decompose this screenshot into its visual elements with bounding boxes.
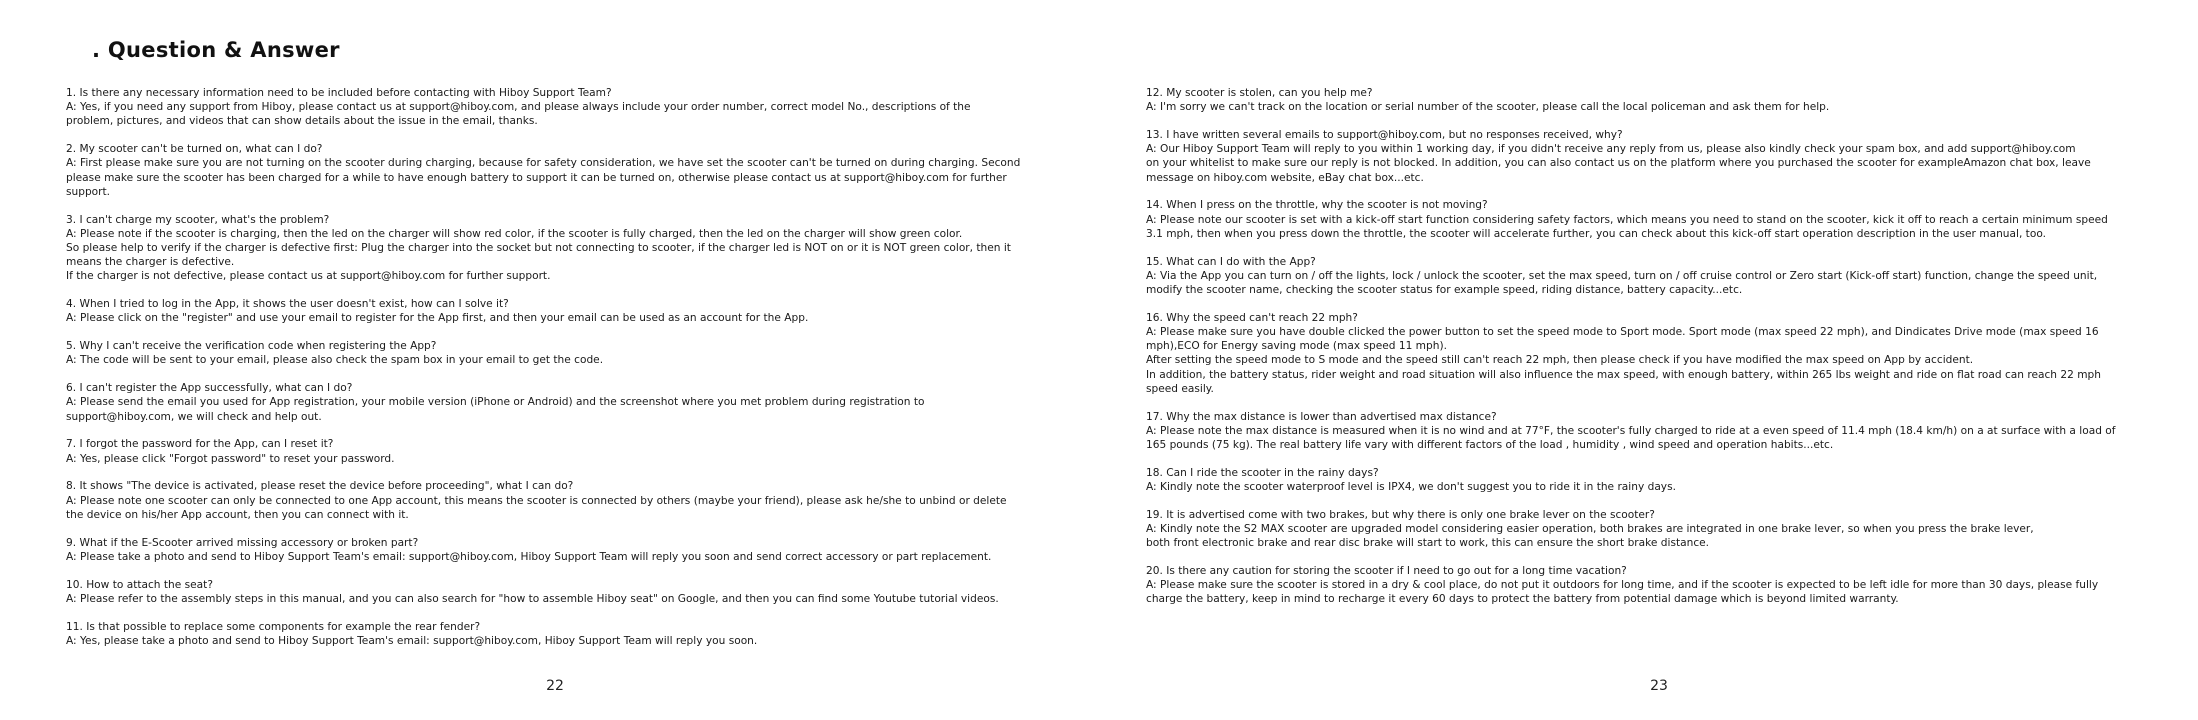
qa-item [66, 142, 1046, 199]
answer-text: A: First please make sure you are not turning on the scooter during charging, because for safety consideration, we have set the scooter can't be turned on during charging. Second please make sure the scooter has been charged for a while to have enough battery to support it can be turned on, otherwise please contact us at support@hiboy.com for further support. [66, 157, 1021, 198]
qa-list-right [1146, 86, 2146, 620]
answer-text: A: Kindly note the S2 MAX scooter are upgraded model considering easier operation, both brakes are integrated in one brake lever, so when you press the brake lever, both front electronic brake and rear disc brake will start to work, this can ensure the short brake distance. [1146, 523, 2034, 550]
qa-item [66, 213, 1046, 284]
answer-text: A: Yes, please take a photo and send to Hiboy Support Team's email: support@hiboy.com, Hiboy Support Team will reply you soon. [66, 634, 758, 647]
page-number-right: 23 [1650, 678, 1668, 694]
qa-list-left [66, 86, 1046, 662]
question-text: 10. How to attach the seat? [66, 578, 213, 591]
qa-item [1146, 255, 2146, 298]
question-text: 15. What can I do with the App? [1146, 255, 1316, 268]
page-title: . Question & Answer [92, 38, 340, 62]
page-number-left: 22 [546, 678, 564, 694]
question-text: 16. Why the speed can't reach 22 mph? [1146, 311, 1358, 324]
answer-text: A: Via the App you can turn on / off the lights, lock / unlock the scooter, set the max speed, turn on / off cruise control or Zero start (Kick-off start) function, change the speed unit, modify the scooter name, checking the scooter status for example speed, riding distance, battery capacity...etc. [1146, 269, 2098, 297]
answer-text: A: Please click on the "register" and use your email to register for the App first, and then your email can be used as an account for the App. [66, 312, 809, 325]
qa-item [66, 536, 1046, 564]
answer-text: A: Please note the max distance is measured when it is no wind and at 77°F, the scooter's fully charged to ride at a even speed of 11.4 mph (18.4 km/h) on a at surface with a load of 165 pounds (75 kg). The real battery life vary with different factors of the load , humidity , wind speed and operation habits...etc. [1146, 424, 2116, 452]
qa-item [1146, 311, 2146, 396]
answer-text: A: Please note our scooter is set with a kick-off start function considering safety factors, which means you need to stand on the scooter, kick it off to reach a certain minimum speed 3.1 mph, then when you press down the throttle, the scooter will accelerate further, you can check about this kick-off start operation description in the user manual, too. [1146, 213, 2108, 240]
answer-text: A: Please make sure you have double clicked the power button to set the speed mode to Sport mode. Sport mode (max speed 22 mph), and Dindicates Drive mode (max speed 16 mph),ECO for Energy saving mode (max speed 11 mph). After setting the speed mode to S mode and the speed still can't reach 22 mph, then please check if you have modified the max speed on App by accident. In addition, the battery status, rider weight and road situation will also influence the max speed, with enough battery, within 265 lbs weight and ride on flat road can reach 22 mph speed easily. [1146, 326, 2101, 395]
answer-text: A: I'm sorry we can't track on the location or serial number of the scooter, please call the local policeman and ask them for help. [1146, 101, 1830, 114]
qa-item [1146, 564, 2146, 607]
qa-item [1146, 466, 2146, 494]
question-text: 8. It shows "The device is activated, please reset the device before proceeding", what I can do? [66, 480, 574, 493]
answer-text: A: Please send the email you used for App registration, your mobile version (iPhone or Android) and the screenshot where you met problem during registration to support@hiboy.com, we will check and help out. [66, 396, 925, 423]
qa-item [1146, 198, 2146, 241]
answer-text: A: Please note one scooter can only be connected to one App account, this means the scooter is connected by others (maybe your friend), please ask he/she to unbind or delete the device on his/her App account, then you can connect with it. [66, 494, 1007, 521]
question-text: 1. Is there any necessary information need to be included before contacting with Hiboy Support Team? [66, 87, 612, 99]
question-text: 9. What if the E-Scooter arrived missing accessory or broken part? [66, 536, 419, 549]
answer-text: A: The code will be sent to your email, please also check the spam box in your email to get the code. [66, 354, 604, 367]
question-text: 4. When I tried to log in the App, it shows the user doesn't exist, how can I solve it? [66, 298, 509, 311]
question-text: 5. Why I can't receive the verification code when registering the App? [66, 340, 437, 353]
qa-item [1146, 86, 2146, 114]
question-text: 11. Is that possible to replace some components for example the rear fender? [66, 620, 481, 633]
qa-item [1146, 410, 2146, 453]
answer-text: A: Kindly note the scooter waterproof level is IPX4, we don't suggest you to ride it in the rainy days. [1146, 481, 1676, 494]
qa-item [1146, 508, 2146, 551]
qa-item [66, 620, 1046, 648]
question-text: 7. I forgot the password for the App, can I reset it? [66, 438, 334, 451]
qa-item [1146, 128, 2146, 185]
question-text: 13. I have written several emails to support@hiboy.com, but no responses received, why? [1146, 129, 1623, 141]
question-text: 19. It is advertised come with two brakes, but why there is only one brake lever on the scooter? [1146, 508, 1655, 521]
question-text: 6. I can't register the App successfully, what can I do? [66, 382, 353, 395]
answer-text: A: Please refer to the assembly steps in this manual, and you can also search for "how to assemble Hiboy seat" on Google, and then you can find some Youtube tutorial videos. [66, 592, 999, 605]
question-text: 14. When I press on the throttle, why the scooter is not moving? [1146, 199, 1488, 212]
qa-item [66, 381, 1046, 424]
question-text: 18. Can I ride the scooter in the rainy days? [1146, 466, 1379, 479]
qa-item [66, 479, 1046, 522]
question-text: 17. Why the max distance is lower than advertised max distance? [1146, 410, 1497, 423]
answer-text: A: Please note if the scooter is charging, then the led on the charger will show red color, if the scooter is fully charged, then the led on the charger will show green color. So please help to verify if the charger is defective first: Plug the charger into the socket but not connecting to scooter, if the charger led is NOT on or it is NOT green color, then it means the charger is defective. If the charger is not defective, please contact us at support@hiboy.com for further support. [66, 227, 1011, 283]
qa-item [66, 578, 1046, 606]
question-text: 3. I can't charge my scooter, what's the problem? [66, 213, 330, 226]
qa-item [66, 437, 1046, 465]
question-text: 20. Is there any caution for storing the scooter if I need to go out for a long time vacation? [1146, 565, 1627, 578]
answer-text: A: Yes, if you need any support from Hiboy, please contact us at support@hiboy.com, and please always include your order number, correct model No., descriptions of the problem, pictures, and videos that can show details about the issue in the email, thanks. [66, 101, 971, 128]
qa-item [66, 86, 1046, 129]
right-page [1099, 0, 2198, 720]
answer-text: A: Our Hiboy Support Team will reply to you within 1 working day, if you didn't receive any reply from us, please also kindly check your spam box, and add support@hiboy.com on your whitelist to make sure our reply is not blocked. In addition, you can also contact us on the platform where you purchased the scooter for exampleAmazon chat box, leave message on hiboy.com website, eBay chat box...etc. [1146, 143, 2091, 184]
question-text: 2. My scooter can't be turned on, what can I do? [66, 143, 323, 156]
qa-item [66, 297, 1046, 325]
question-text: 12. My scooter is stolen, can you help me? [1146, 87, 1373, 99]
answer-text: A: Please take a photo and send to Hiboy Support Team's email: support@hiboy.com, Hiboy Support Team will reply you soon and send correct accessory or part replacement. [66, 550, 992, 563]
qa-item [66, 339, 1046, 367]
answer-text: A: Please make sure the scooter is stored in a dry & cool place, do not put it outdoors for long time, and if the scooter is expected to be left idle for more than 30 days, please fully charge the battery, keep in mind to recharge it every 60 days to protect the battery from potential damage which is beyond limited warranty. [1146, 579, 2099, 606]
answer-text: A: Yes, please click "Forgot password" to reset your password. [66, 452, 395, 465]
